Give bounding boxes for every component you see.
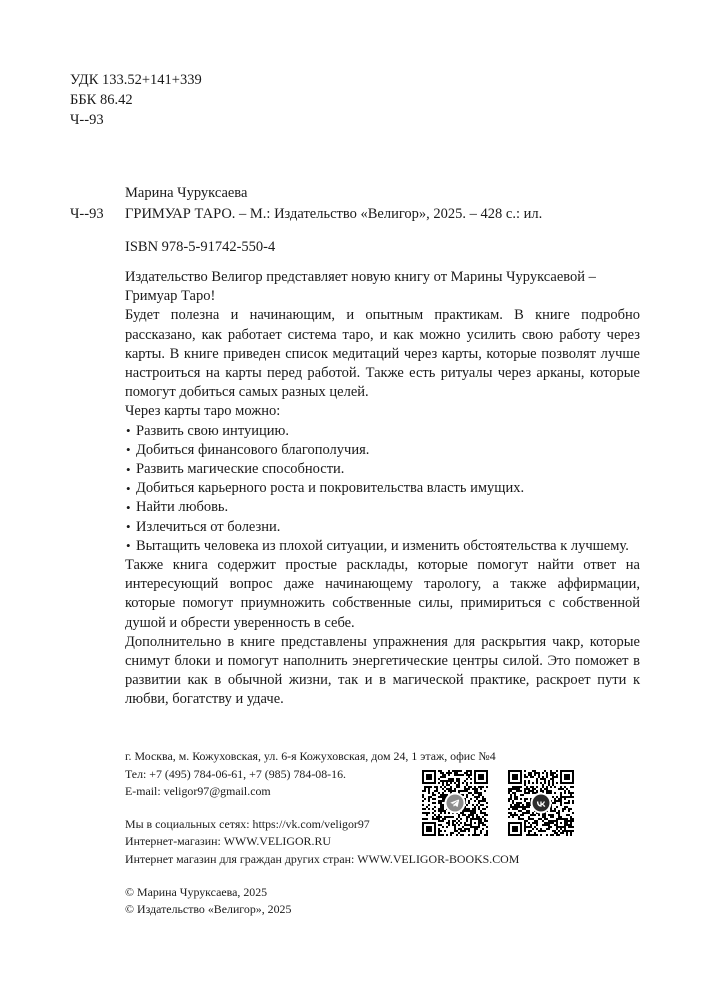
catalog-author: Марина Чуруксаева (125, 185, 248, 201)
email-line[interactable]: E-mail: veligor97@gmail.com (125, 784, 271, 799)
vk-qr-code[interactable] (508, 770, 574, 836)
annotation-paragraph-1: Будет полезна и начинающим, и опытным практикам. В книге подробно рассказано, как работает система таро, и как можно усилить свою работу через карты. В книге приведен список медитаций через карты, которые позволят лучше настроиться на карты перед работой. Также есть ритуалы через арканы, которые помогут добиться самых разных целей. (125, 307, 640, 401)
annotation-paragraph-2: Также книга содержит простые расклады, которые помогут найти ответ на интересующий вопрос даже начинающему тарологу, а также аффирмации, которые помогут приумножить собственные силы, примириться с собственной душой и обрести уверенность в себе. (125, 557, 640, 631)
udk-code: УДК 133.52+141+339 (70, 72, 202, 88)
catalog-label: Ч--93 (70, 206, 104, 222)
annotation-intro-line-2: Гримуар Таро! (125, 288, 216, 305)
list-item: • Найти любовь. (125, 498, 640, 517)
social-link-line[interactable]: Мы в социальных сетях: https://vk.com/veligor97 (125, 816, 370, 831)
annotation-block (125, 268, 640, 710)
annotation-intro-line-1: Издательство Велигор представляет новую книгу от Марины Чуруксаевой – (125, 269, 596, 285)
list-item: • Развить магические способности. (125, 460, 640, 479)
shop-international-link-line[interactable]: Интернет магазин для граждан других стран: WWW.VELIGOR-BOOKS.COM (125, 851, 520, 866)
annotation-paragraph-3: Дополнительно в книге представлены упражнения для раскрытия чакр, которые снимут блоки и помогут наполнить энергетические центры силой. Это поможет в развитии как в обычной жизни, так и в магической практике, раскроет пути к любви, богатству и удаче. (125, 633, 640, 708)
author-code: Ч--93 (70, 112, 104, 128)
list-item: • Вытащить человека из плохой ситуации, и изменить обстоятельства к лучшему. (125, 537, 640, 556)
list-heading: Через карты таро можно: (125, 403, 281, 420)
copyright-author: © Марина Чуруксаева, 2025 (125, 884, 268, 899)
catalog-title-row (70, 204, 650, 225)
catalog-record (70, 183, 650, 258)
list-item: • Развить свою интуицию. (125, 422, 640, 441)
benefits-list (125, 422, 640, 556)
list-item: • Добиться финансового благополучия. (125, 441, 640, 460)
catalog-title: ГРИМУАР ТАРО. – М.: Издательство «Велигор», 2025. – 428 с.: ил. (125, 206, 543, 222)
isbn: ISBN 978-5-91742-550-4 (125, 239, 276, 255)
qr-code-group (422, 770, 574, 836)
address-line: г. Москва, м. Кожуховская, ул. 6-я Кожуховская, дом 24, 1 этаж, офис №4 (125, 749, 496, 763)
phone-line: Тел: +7 (495) 784-06-61, +7 (985) 784-08-16. (125, 766, 346, 781)
shop-link-line[interactable]: Интернет-магазин: WWW.VELIGOR.RU (125, 834, 331, 849)
vk-icon (533, 795, 550, 812)
classification-codes (70, 70, 202, 130)
copyright-group (125, 884, 640, 919)
telegram-qr-code[interactable] (422, 770, 488, 836)
list-item: • Добиться карьерного роста и покровительства власть имущих. (125, 479, 640, 498)
telegram-icon (447, 795, 464, 812)
bbk-code: ББК 86.42 (70, 92, 133, 108)
list-item: • Излечиться от болезни. (125, 518, 640, 537)
copyright-publisher: © Издательство «Велигор», 2025 (125, 902, 292, 917)
